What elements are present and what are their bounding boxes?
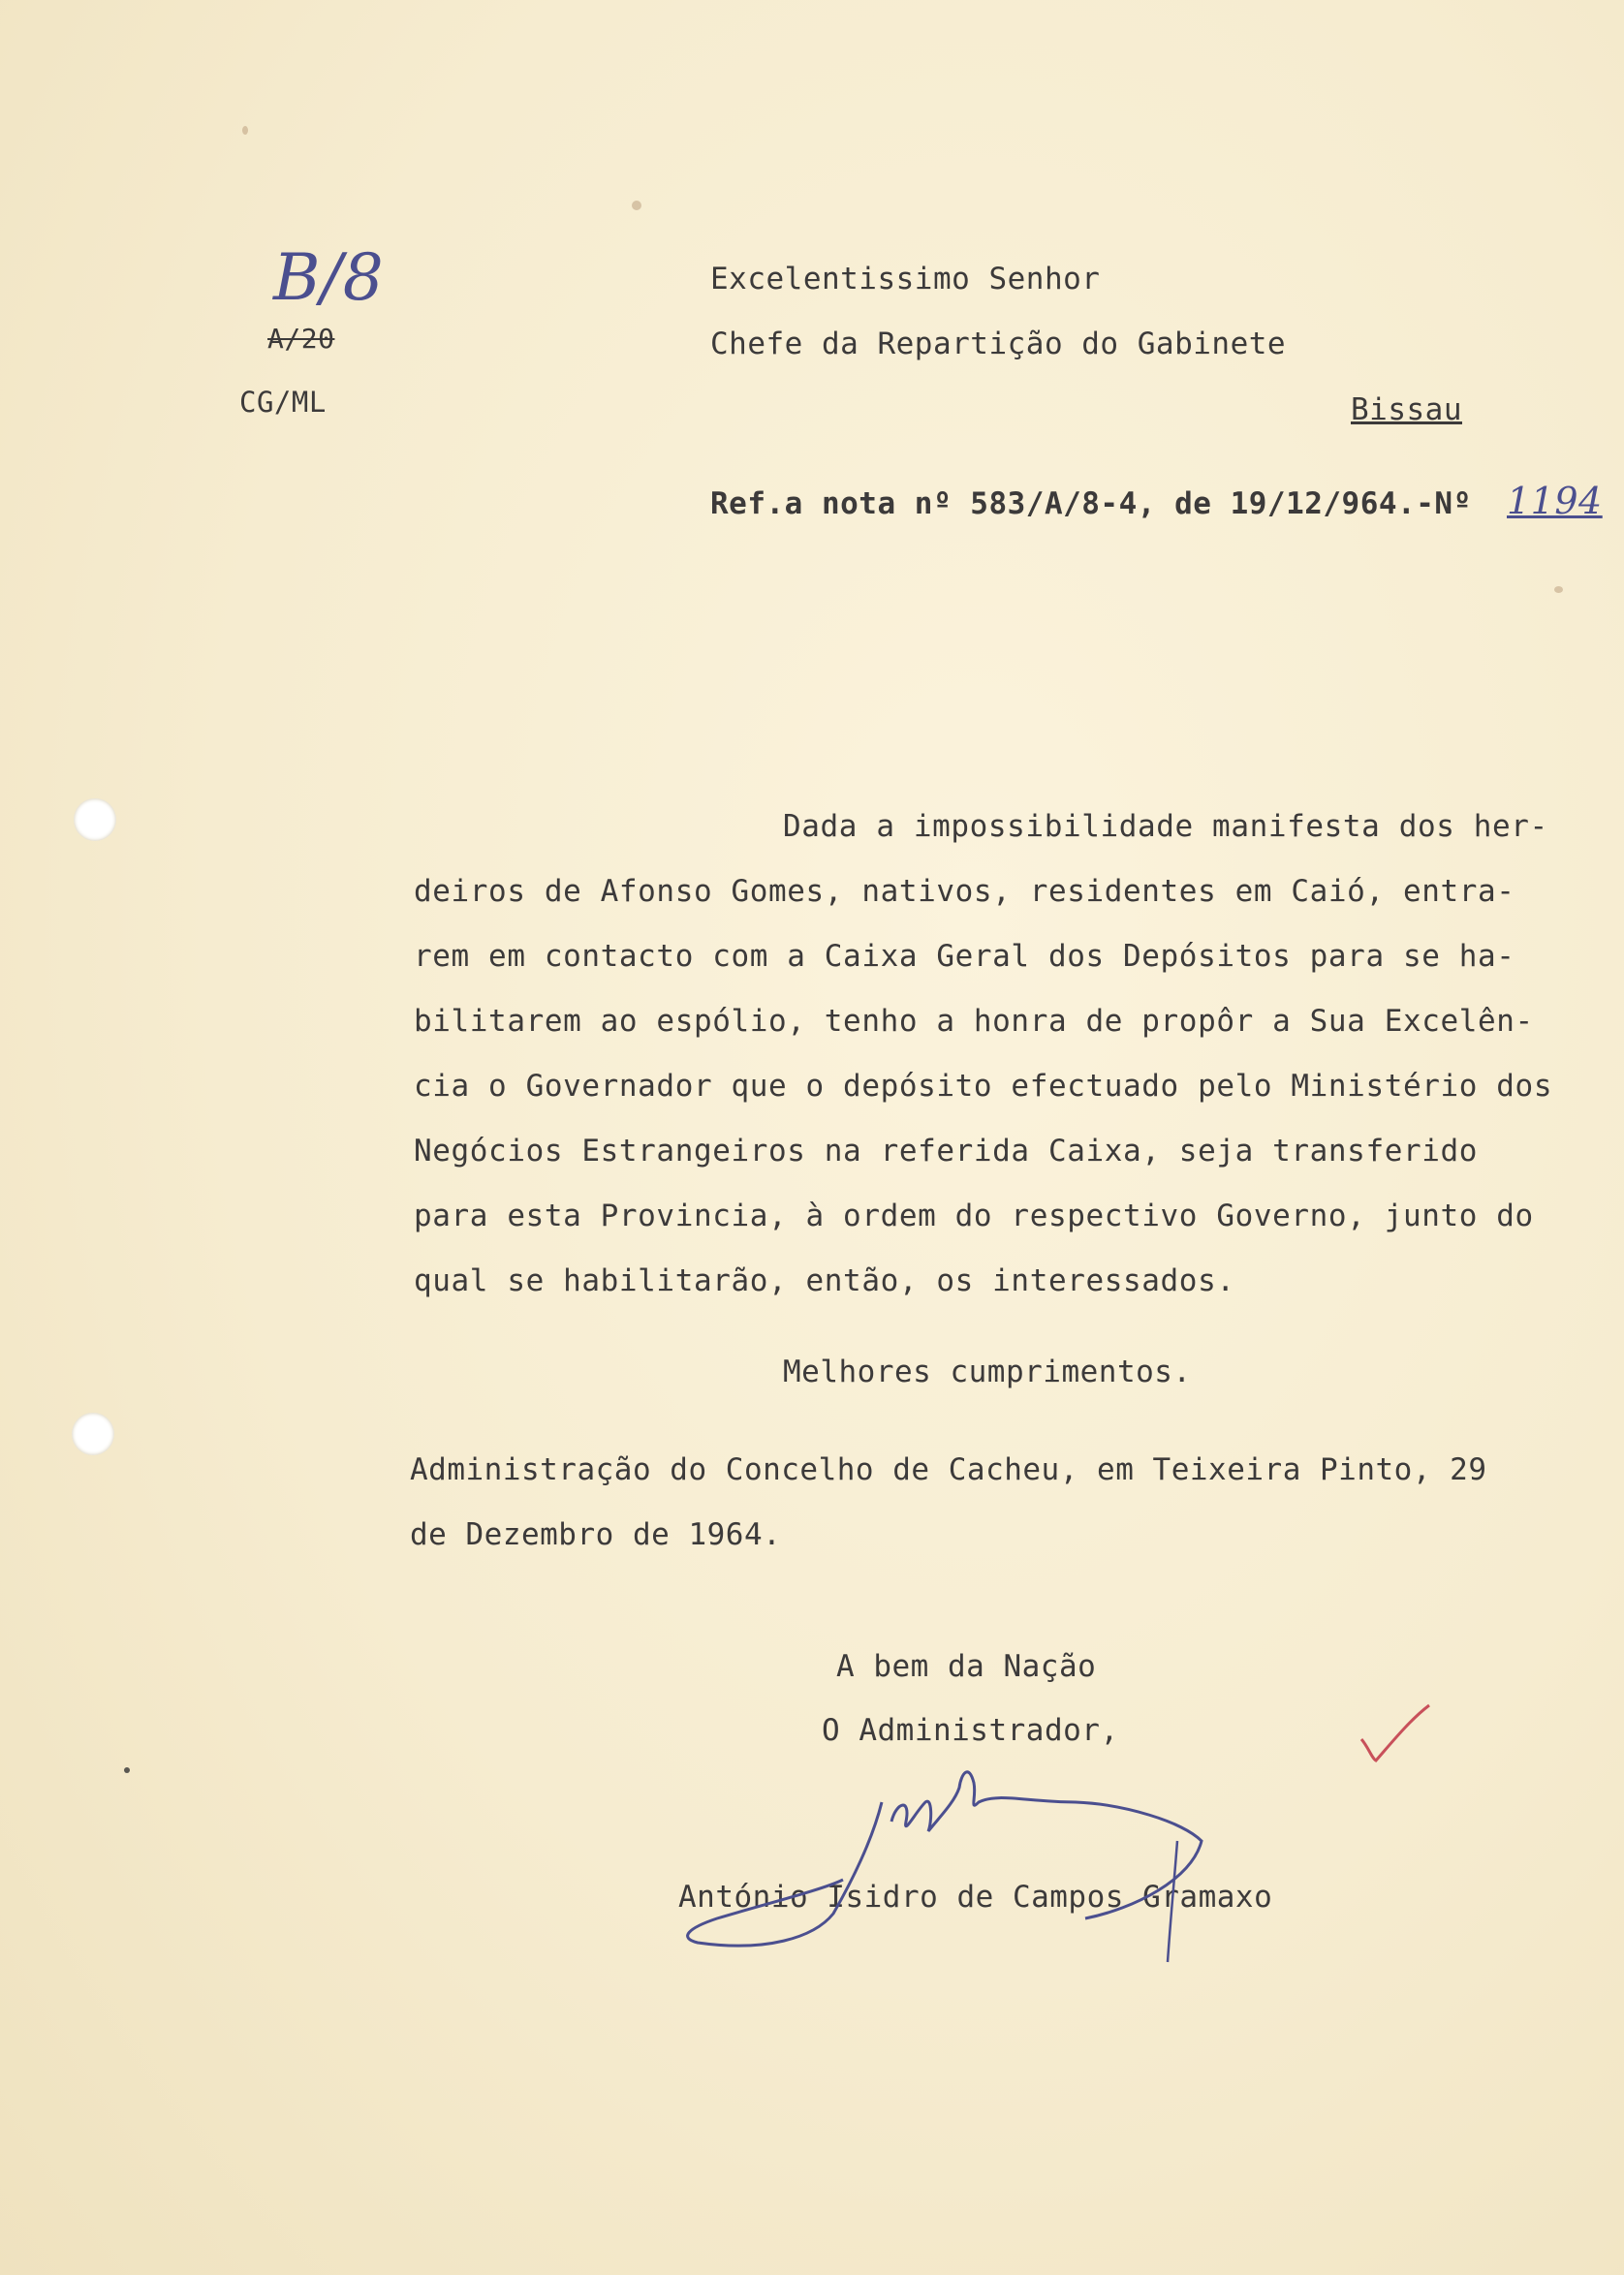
handwritten-signature — [678, 1744, 1231, 1977]
check-mark-icon — [1357, 1700, 1434, 1768]
recipient: Chefe da Repartição do Gabinete — [710, 327, 1287, 361]
body-line: cia o Governador que o depósito efectuado pelo Ministério dos — [414, 1069, 1553, 1104]
stain — [242, 126, 248, 135]
place: Bissau — [1351, 392, 1462, 427]
punch-hole-bottom — [72, 1413, 114, 1455]
body-line: Dada a impossibilidade manifesta dos her- — [783, 809, 1548, 844]
handwritten-number: 1194 — [1507, 480, 1603, 522]
place-date-line: Administração do Concelho de Cacheu, em Teixeira Pinto, 29 — [410, 1452, 1487, 1487]
salutation: Excelentissimo Senhor — [710, 262, 1101, 296]
struck-reference: A/20 — [267, 323, 335, 355]
punch-hole-top — [74, 798, 116, 841]
signer-title: O Administrador, — [822, 1713, 1119, 1748]
body-line: Negócios Estrangeiros na referida Caixa, seja transferido — [414, 1134, 1479, 1169]
reference-line: Ref.a nota nº 583/A/8-4, de 19/12/964.-Nº — [710, 486, 1472, 521]
body-line: rem em contacto com a Caixa Geral dos Depósitos para se ha- — [414, 939, 1515, 974]
motto: A bem da Nação — [836, 1649, 1097, 1684]
body-line: deiros de Afonso Gomes, nativos, residentes em Caió, entra- — [414, 874, 1515, 909]
signer-name: António Isidro de Campos Gramaxo — [678, 1880, 1273, 1915]
closing: Melhores cumprimentos. — [783, 1355, 1192, 1389]
body-line: para esta Provincia, à ordem do respectivo Governo, junto do — [414, 1199, 1534, 1233]
place-date-line: de Dezembro de 1964. — [410, 1517, 782, 1552]
body-line: bilitarem ao espólio, tenho a honra de propôr a Sua Excelên- — [414, 1004, 1534, 1039]
initials: CG/ML — [239, 386, 327, 419]
handwritten-reference: B/8 — [273, 240, 385, 315]
stain — [1554, 586, 1563, 593]
body-line: qual se habilitarão, então, os interessados. — [414, 1263, 1235, 1298]
stain — [124, 1767, 130, 1773]
stain — [632, 201, 641, 210]
